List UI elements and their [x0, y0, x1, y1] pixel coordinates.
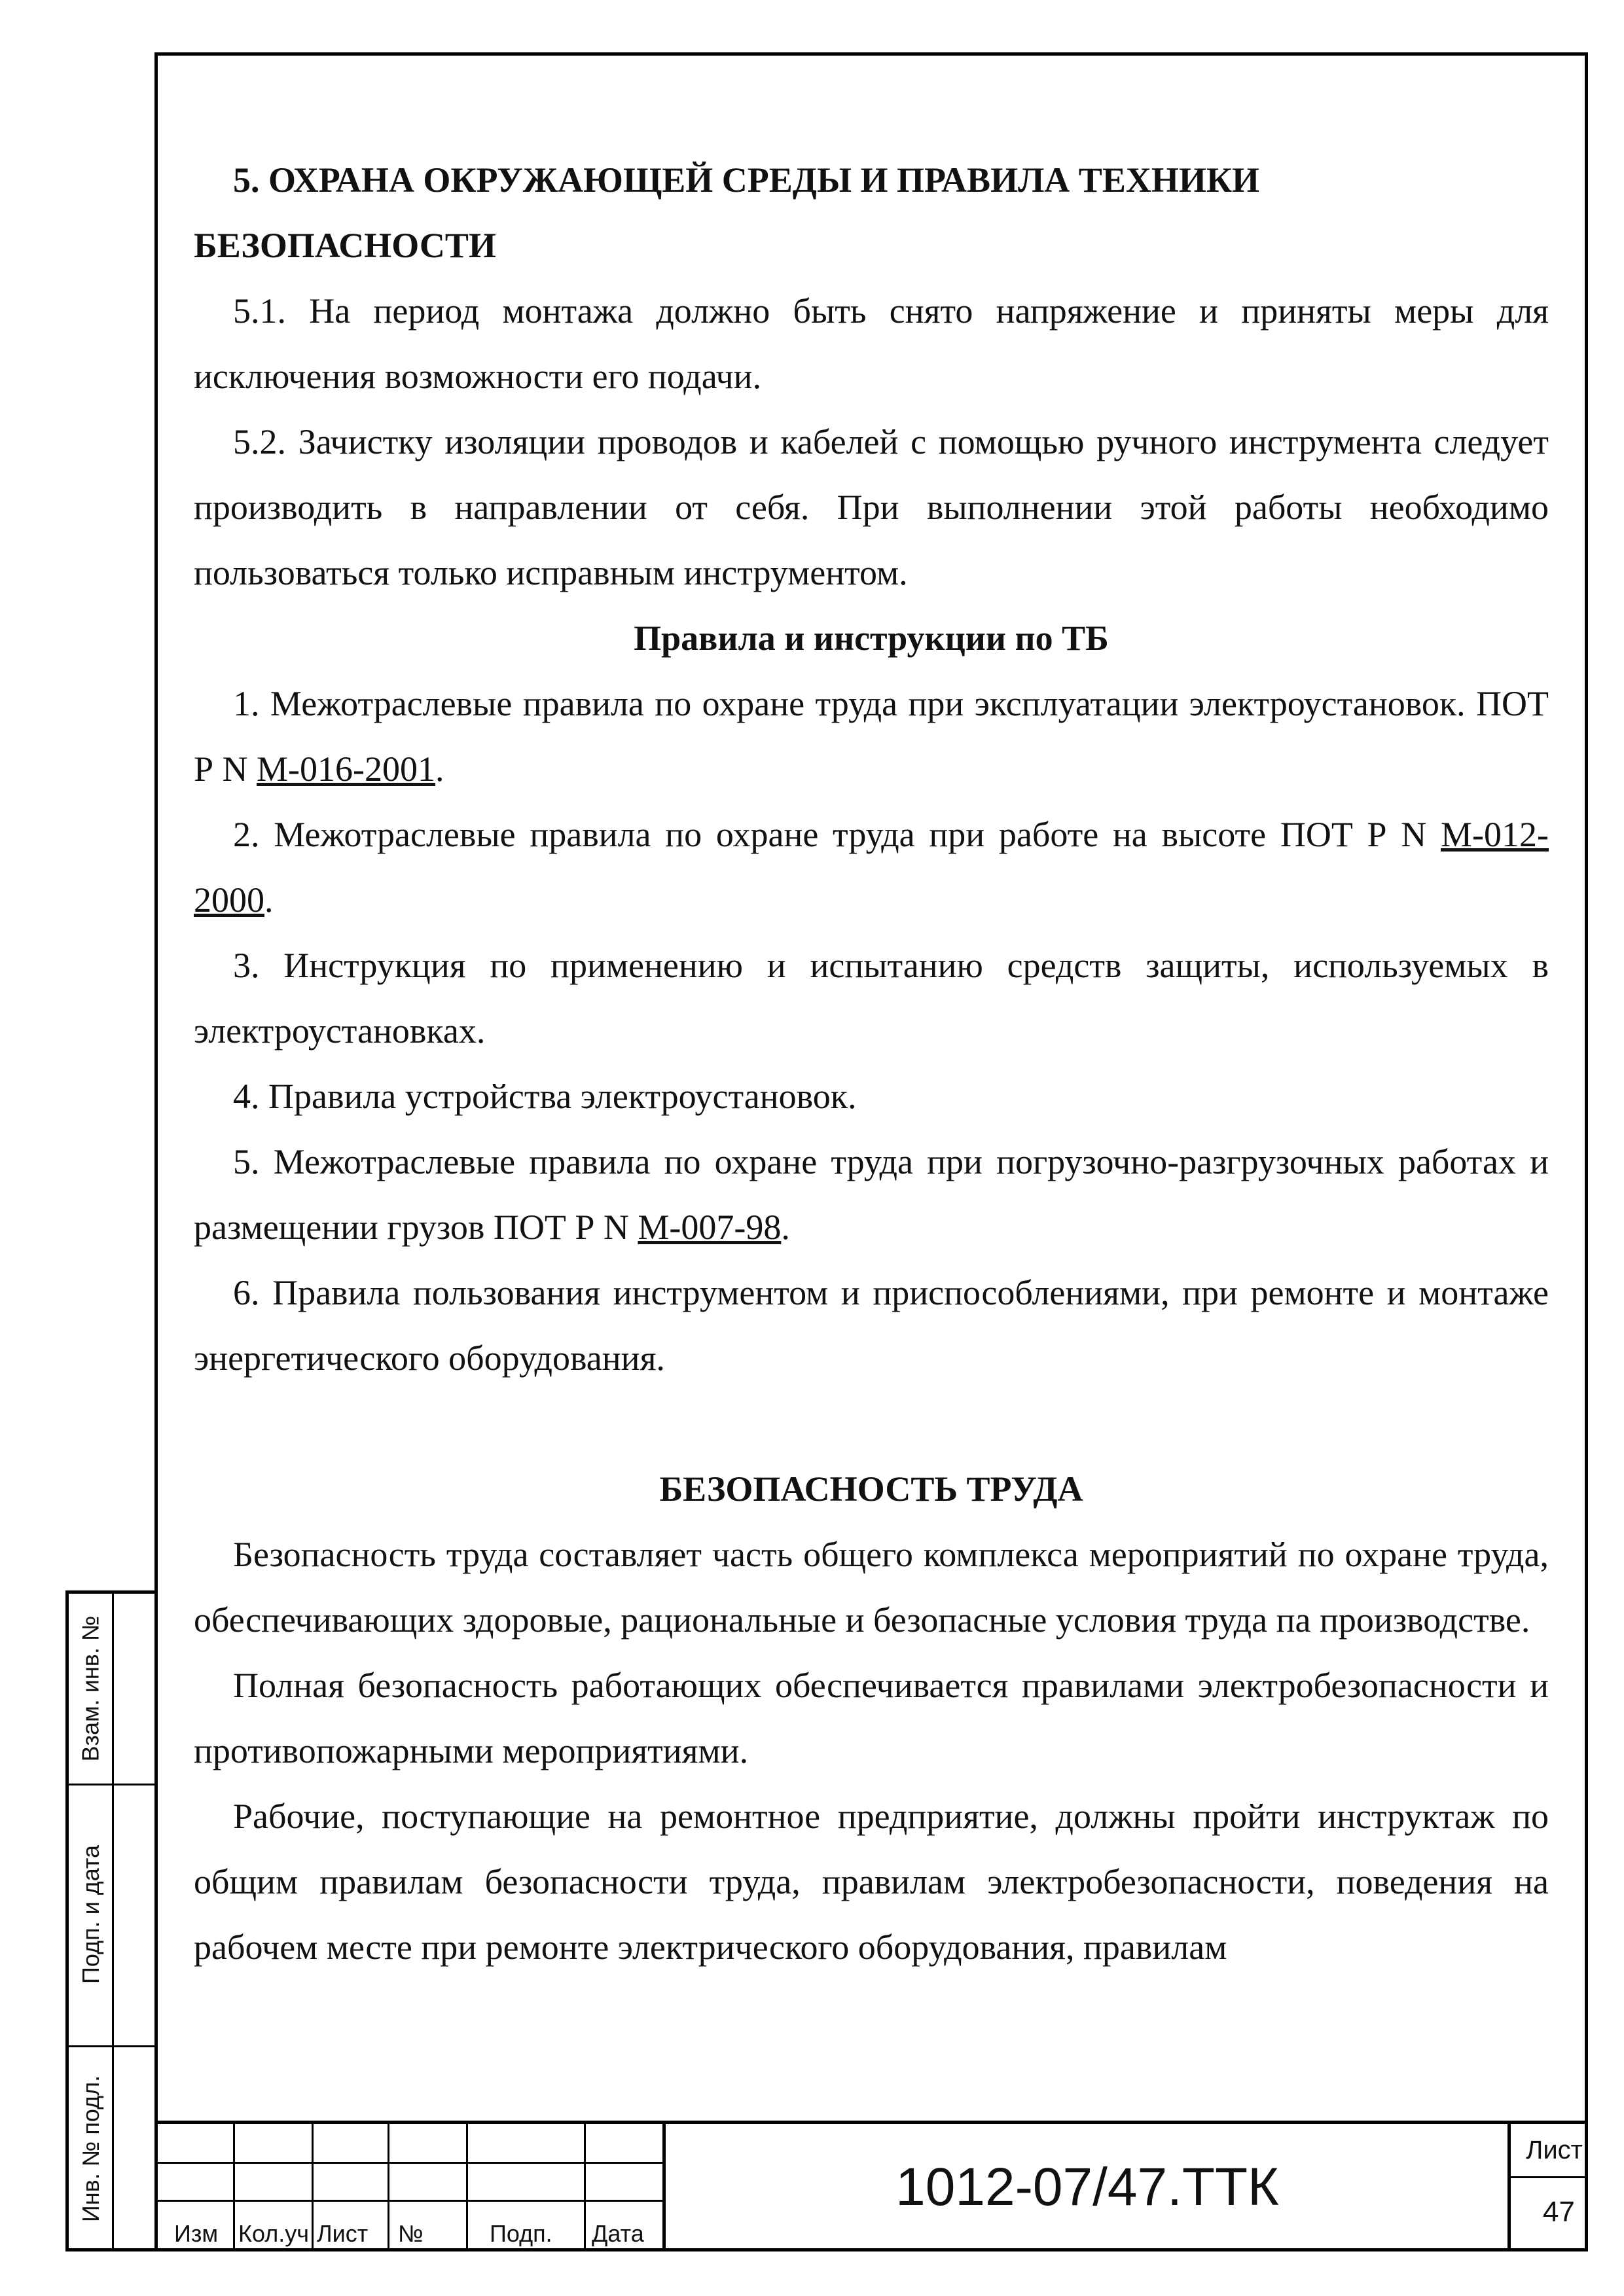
rule-item-6: 6. Правила пользования инструментом и приспособлениями, при ремонте и монтаже энергетического оборудования. [194, 1273, 1549, 1378]
title-block-col-line [312, 2124, 314, 2251]
safety-paragraph-2: Полная безопасность работающих обеспечивается правилами электробезопасности и противопожарными мероприятиями. [194, 1666, 1549, 1770]
document-body [194, 147, 1549, 1980]
side-stamp-inv: Инв. № подл. [77, 2075, 104, 2222]
side-stamp [65, 1590, 154, 2251]
rule-item-3: 3. Инструкция по применению и испытанию средств защиты, используемых в электроустановках. [194, 946, 1549, 1050]
title-block-col-line [233, 2124, 235, 2251]
section-title-line2: БЕЗОПАСНОСТИ [194, 226, 496, 265]
rule-item-5: 5. Межотраслевые правила по охране труда при погрузочно-разгрузочных работах и размещении грузов ПОТ Р N М-007-98. [194, 1142, 1549, 1247]
title-block-col-line [584, 2124, 586, 2251]
title-block [154, 2121, 1588, 2251]
side-stamp-podp: Подп. и дата [77, 1844, 104, 1984]
safety-paragraph-3: Рабочие, поступающие на ремонтное предприятие, должны пройти инструктаж по общим правилам безопасности труда, правилам электробезопасности, поведения на рабочем месте при ремонте электрического оборудования, правилам [194, 1797, 1549, 1967]
document-code: 1012-07/47.ТТК [895, 2157, 1279, 2217]
paragraph-5-2: 5.2. Зачистку изоляции проводов и кабелей с помощью ручного инструмента следует производить в направлении от себя. При выполнении этой работы необходимо пользоваться только исправным инструментом. [194, 422, 1549, 592]
rule-item-4: 4. Правила устройства электроустановок. [233, 1077, 857, 1116]
sheet-number: 47 [1543, 2196, 1575, 2228]
spacer [194, 1391, 1549, 1456]
rule-code-link[interactable]: М-012-2000 [194, 815, 1549, 920]
title-block-col-line [466, 2124, 468, 2251]
label-data: Дата [592, 2220, 644, 2247]
paragraph-5-1: 5.1. На период монтажа должно быть снято напряжение и приняты меры для исключения возможности его подачи. [194, 291, 1549, 396]
label-list: Лист [317, 2220, 369, 2247]
title-block-row-line [1507, 2176, 1588, 2178]
sheet-label: Лист [1526, 2136, 1583, 2164]
title-block-col-line [388, 2124, 389, 2251]
side-stamp-vzam: Взам. инв. № [77, 1615, 104, 1762]
safety-paragraph-1: Безопасность труда составляет часть общего комплекса мероприятий по охране труда, обеспечивающих здоровые, рациональные и безопасные условия труда па производстве. [194, 1535, 1549, 1640]
rule-code-link[interactable]: М-016-2001 [257, 749, 436, 789]
title-block-row-line [154, 2200, 662, 2202]
title-block-row-line [154, 2162, 662, 2164]
safety-heading: БЕЗОПАСНОСТЬ ТРУДА [659, 1469, 1083, 1509]
side-stamp-divider [112, 1594, 114, 2248]
rules-heading: Правила и инструкции по ТБ [634, 619, 1109, 658]
label-num: № [398, 2220, 424, 2247]
label-kol: Кол.уч [238, 2220, 309, 2247]
section-title-line1: 5. ОХРАНА ОКРУЖАЮЩЕЙ СРЕДЫ И ПРАВИЛА ТЕХНИКИ [233, 160, 1260, 200]
rule-item-2: 2. Межотраслевые правила по охране труда при работе на высоте ПОТ Р N М-012-2000. [194, 815, 1549, 920]
rule-code-link[interactable]: М-007-98 [638, 1208, 782, 1247]
rule-item-1: 1. Межотраслевые правила по охране труда при эксплуатации электроустановок. ПОТ Р N М-016-2001. [194, 684, 1549, 789]
label-podp: Подп. [490, 2220, 552, 2247]
label-izm: Изм [174, 2220, 219, 2247]
